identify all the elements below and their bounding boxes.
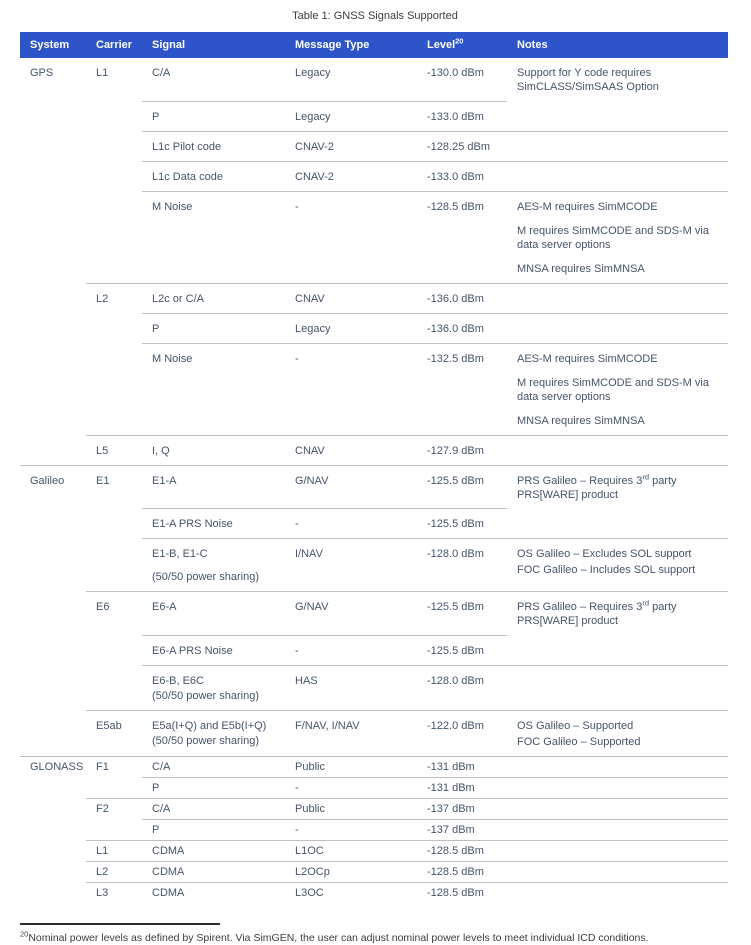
- signal-line: E6-A: [152, 601, 177, 613]
- cell-level: -128.0 dBm: [417, 665, 507, 710]
- cell-notes: [507, 313, 728, 343]
- signal-line: P: [152, 110, 160, 123]
- cell-notes: [507, 798, 728, 819]
- cell-carrier: [86, 635, 142, 665]
- cell-signal: [142, 819, 285, 840]
- cell-notes: [507, 161, 728, 191]
- table-row: [20, 313, 728, 343]
- cell-carrier: L2: [86, 283, 142, 313]
- cell-message-type: -: [285, 191, 417, 283]
- signal-line: I, Q: [152, 444, 170, 457]
- cell-level: -128.5 dBm: [417, 191, 507, 283]
- cell-signal: [142, 756, 285, 777]
- cell-signal: [142, 283, 285, 313]
- cell-signal: [142, 777, 285, 798]
- cell-notes: [507, 509, 728, 539]
- note-paragraph: OS Galileo – Supported: [517, 719, 634, 732]
- table-row: [20, 283, 728, 313]
- cell-notes: [507, 465, 728, 509]
- cell-system: Galileo: [20, 465, 86, 509]
- cell-system: [20, 798, 86, 819]
- signal-line: L1c Data code: [152, 170, 223, 183]
- cell-message-type: HAS: [285, 665, 417, 710]
- gnss-signals-table: [20, 32, 728, 903]
- cell-notes: [507, 635, 728, 665]
- cell-carrier: [86, 819, 142, 840]
- cell-level: -136.0 dBm: [417, 313, 507, 343]
- cell-notes: [507, 882, 728, 903]
- cell-system: [20, 777, 86, 798]
- cell-carrier: [86, 777, 142, 798]
- cell-level: -128.25 dBm: [417, 131, 507, 161]
- signal-line: C/A: [152, 760, 171, 773]
- table-row: [20, 465, 728, 509]
- cell-message-type: Public: [285, 798, 417, 819]
- cell-carrier: F2: [86, 798, 142, 819]
- cell-signal: [142, 882, 285, 903]
- table-row: [20, 58, 728, 101]
- table-row: [20, 161, 728, 191]
- note-paragraph: MNSA requires SimMNSA: [517, 262, 645, 275]
- cell-carrier: [86, 131, 142, 161]
- signal-line: E1-A: [152, 474, 177, 487]
- signal-line: (50/50 power sharing): [152, 734, 260, 747]
- cell-notes: [507, 756, 728, 777]
- table-row: [20, 840, 728, 861]
- note-paragraph: MNSA requires SimMNSA: [517, 414, 645, 427]
- cell-system: [20, 539, 86, 592]
- cell-system: GLONASS: [20, 756, 86, 777]
- signal-line: M Noise: [152, 352, 193, 365]
- signal-line: E1-A PRS Noise: [152, 518, 233, 530]
- cell-system: [20, 161, 86, 191]
- cell-level: -128.5 dBm: [417, 882, 507, 903]
- cell-carrier: L1: [96, 67, 109, 79]
- cell-signal: [142, 509, 285, 539]
- column-header-message-type: Message Type: [285, 32, 417, 58]
- cell-signal: [142, 465, 285, 509]
- column-header-notes: Notes: [507, 32, 728, 58]
- column-header-system: System: [20, 32, 86, 58]
- cell-notes: [507, 58, 728, 101]
- signal-line: CDMA: [152, 886, 185, 899]
- cell-signal: [142, 861, 285, 882]
- cell-level: -125.5 dBm: [417, 465, 507, 509]
- cell-notes: [507, 101, 728, 131]
- column-header-signal: Signal: [142, 32, 285, 58]
- cell-system: [20, 819, 86, 840]
- cell-signal: [142, 101, 285, 131]
- signal-line: CDMA: [152, 844, 185, 857]
- table-row: [20, 665, 728, 710]
- cell-message-type: I/NAV: [285, 539, 417, 592]
- note-paragraph: PRS Galileo – Requires 3rd party PRS[WARE] product: [517, 598, 677, 627]
- table-row: [20, 798, 728, 819]
- table-row: [20, 101, 728, 131]
- signal-line: C/A: [152, 67, 171, 79]
- cell-notes: [507, 665, 728, 710]
- cell-carrier: [86, 101, 142, 131]
- signal-line: E1-B, E1-C: [152, 548, 208, 560]
- table-row: [20, 131, 728, 161]
- table-row: [20, 882, 728, 903]
- cell-notes: [507, 840, 728, 861]
- cell-notes: [507, 592, 728, 636]
- cell-system: [20, 665, 86, 710]
- signal-line: E6-A PRS Noise: [152, 644, 233, 657]
- cell-level: -128.5 dBm: [417, 861, 507, 882]
- cell-signal: [142, 161, 285, 191]
- cell-signal: [142, 435, 285, 465]
- cell-system: [20, 343, 86, 435]
- signal-line: (50/50 power sharing): [152, 689, 260, 702]
- cell-level: -130.0 dBm: [427, 67, 484, 79]
- cell-system: [20, 635, 86, 665]
- cell-carrier: E5ab: [86, 710, 142, 756]
- signal-line: E5a(I+Q) and E5b(I+Q): [152, 719, 267, 732]
- signal-line: CDMA: [152, 865, 185, 878]
- column-header-level: Level$^{20}$: [417, 32, 507, 58]
- cell-level: -125.5 dBm: [417, 635, 507, 665]
- cell-message-type: -: [285, 635, 417, 665]
- cell-notes: [507, 435, 728, 465]
- note-paragraph: AES-M requires SimMCODE: [517, 200, 658, 213]
- cell-notes: [507, 343, 728, 435]
- cell-notes: [507, 539, 728, 592]
- cell-level: -128.0 dBm: [417, 539, 507, 592]
- cell-system: [20, 882, 86, 903]
- cell-message-type: -: [285, 343, 417, 435]
- cell-signal: [142, 635, 285, 665]
- table-row: [20, 635, 728, 665]
- cell-message-type: CNAV: [285, 283, 417, 313]
- signal-line: C/A: [152, 802, 171, 815]
- table-row: [20, 191, 728, 283]
- cell-system: GPS: [30, 67, 54, 79]
- cell-signal: [142, 539, 285, 592]
- cell-signal: [142, 343, 285, 435]
- signal-line: E6-B, E6C: [152, 674, 204, 687]
- cell-system: [20, 435, 86, 465]
- cell-signal: [142, 58, 285, 101]
- cell-message-type: -: [285, 509, 417, 539]
- cell-message-type: CNAV-2: [285, 161, 417, 191]
- cell-system: [20, 840, 86, 861]
- note-paragraph: FOC Galileo – Includes SOL support: [517, 564, 696, 576]
- cell-system: [20, 313, 86, 343]
- cell-message-type: Legacy: [295, 67, 331, 79]
- column-header-carrier: Carrier: [86, 32, 142, 58]
- cell-signal: [142, 665, 285, 710]
- cell-carrier: [86, 665, 142, 710]
- cell-carrier: L3: [86, 882, 142, 903]
- cell-level: -137 dBm: [417, 819, 507, 840]
- cell-message-type: Legacy: [285, 101, 417, 131]
- note-paragraph: AES-M requires SimMCODE: [517, 352, 658, 365]
- table-row: [20, 539, 728, 592]
- cell-level: -137 dBm: [417, 798, 507, 819]
- cell-system: [20, 283, 86, 313]
- cell-notes: [507, 191, 728, 283]
- table-row: [20, 819, 728, 840]
- cell-notes: [507, 861, 728, 882]
- signal-line: L2c or C/A: [152, 292, 204, 305]
- table-row: [20, 756, 728, 777]
- cell-notes: [507, 710, 728, 756]
- cell-message-type: G/NAV: [285, 465, 417, 509]
- table-row: [20, 435, 728, 465]
- table-row: [20, 343, 728, 435]
- footnote-separator: [20, 923, 220, 925]
- cell-system: [20, 101, 86, 131]
- cell-notes: [507, 283, 728, 313]
- cell-system: [20, 710, 86, 756]
- table-row: [20, 592, 728, 636]
- cell-level: -132.5 dBm: [417, 343, 507, 435]
- footnote: $^{20}$Nominal power levels as defined by Spirent. Via SimGEN, the user can adjust nominal power levels to meet individual ICD conditions.: [20, 929, 649, 944]
- cell-level: -133.0 dBm: [417, 101, 507, 131]
- signal-line: P: [152, 823, 160, 836]
- signal-line: L1c Pilot code: [152, 140, 222, 153]
- cell-carrier: [86, 161, 142, 191]
- cell-signal: [142, 710, 285, 756]
- cell-level: -122.0 dBm: [417, 710, 507, 756]
- cell-carrier: L5: [86, 435, 142, 465]
- cell-system: [20, 191, 86, 283]
- cell-level: -125.5 dBm: [417, 592, 507, 636]
- cell-system: [20, 592, 86, 636]
- cell-system: [20, 131, 86, 161]
- note-paragraph: M requires SimMCODE and SDS-M via data server options: [517, 376, 709, 403]
- cell-signal: [142, 191, 285, 283]
- cell-carrier: L1: [86, 840, 142, 861]
- note-paragraph: M requires SimMCODE and SDS-M via data server options: [517, 224, 709, 251]
- cell-level: -131 dBm: [417, 756, 507, 777]
- cell-carrier: [86, 539, 142, 592]
- cell-notes: [507, 131, 728, 161]
- cell-signal: [142, 131, 285, 161]
- cell-message-type: -: [285, 777, 417, 798]
- cell-level: -125.5 dBm: [417, 509, 507, 539]
- cell-message-type: -: [285, 819, 417, 840]
- cell-notes: [507, 777, 728, 798]
- cell-message-type: L2OCp: [285, 861, 417, 882]
- cell-signal: [142, 840, 285, 861]
- cell-message-type: G/NAV: [285, 592, 417, 636]
- table-row: [20, 777, 728, 798]
- cell-carrier: F1: [86, 756, 142, 777]
- cell-carrier: [86, 343, 142, 435]
- cell-message-type: Legacy: [285, 313, 417, 343]
- note-paragraph: Support for Y code requires SimCLASS/SimSAAS Option: [517, 67, 659, 93]
- note-paragraph: PRS Galileo – Requires 3rd party PRS[WARE] product: [517, 471, 677, 501]
- cell-carrier: L2: [86, 861, 142, 882]
- cell-carrier: [86, 313, 142, 343]
- cell-system: [20, 509, 86, 539]
- cell-level: -127.9 dBm: [417, 435, 507, 465]
- cell-notes: [507, 819, 728, 840]
- cell-carrier: [86, 509, 142, 539]
- signal-line: P: [152, 781, 160, 794]
- cell-carrier: E6: [86, 592, 142, 636]
- note-paragraph: OS Galileo – Excludes SOL support: [517, 548, 692, 560]
- cell-message-type: L1OC: [285, 840, 417, 861]
- cell-signal: [142, 313, 285, 343]
- cell-message-type: CNAV: [285, 435, 417, 465]
- cell-message-type: L3OC: [285, 882, 417, 903]
- table-row: [20, 861, 728, 882]
- cell-signal: [142, 798, 285, 819]
- cell-level: -128.5 dBm: [417, 840, 507, 861]
- cell-level: -133.0 dBm: [417, 161, 507, 191]
- signal-line: (50/50 power sharing): [152, 571, 260, 583]
- cell-message-type: CNAV-2: [285, 131, 417, 161]
- note-paragraph: FOC Galileo – Supported: [517, 735, 641, 748]
- cell-carrier: E1: [86, 465, 142, 509]
- cell-level: -131 dBm: [417, 777, 507, 798]
- table-header-row: [20, 32, 728, 58]
- table-caption: Table 1: GNSS Signals Supported: [292, 10, 458, 22]
- cell-carrier: [86, 191, 142, 283]
- cell-level: -136.0 dBm: [417, 283, 507, 313]
- cell-message-type: F/NAV, I/NAV: [285, 710, 417, 756]
- cell-message-type: Public: [285, 756, 417, 777]
- signal-line: P: [152, 322, 160, 335]
- signal-line: M Noise: [152, 200, 193, 213]
- cell-signal: [142, 592, 285, 636]
- table-row: [20, 509, 728, 539]
- table-row: [20, 710, 728, 756]
- cell-system: [20, 861, 86, 882]
